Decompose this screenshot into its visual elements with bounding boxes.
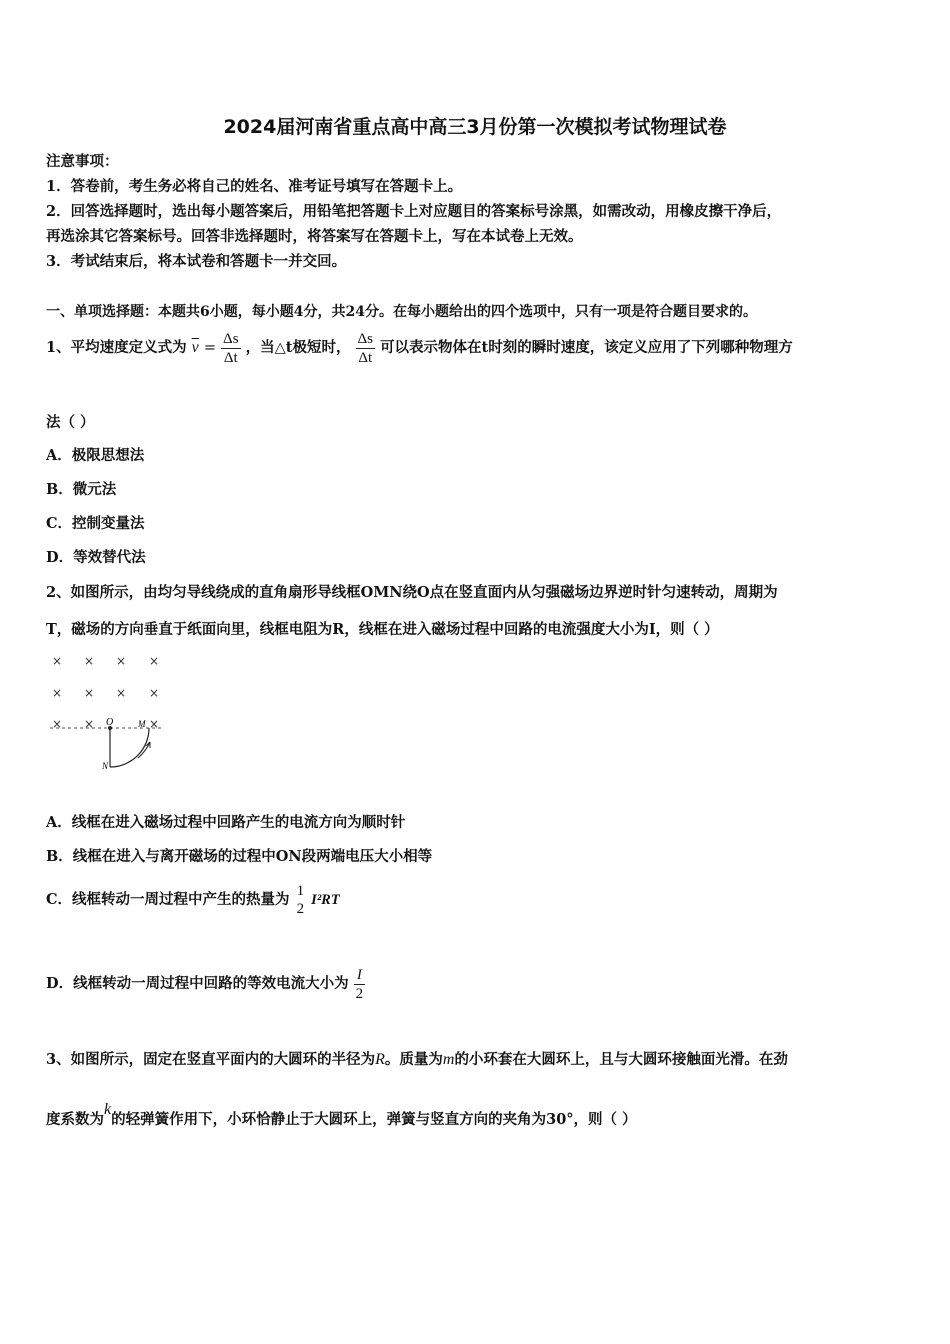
q1-option-d: D．等效替代法 bbox=[46, 549, 146, 566]
field-cross: × bbox=[84, 686, 95, 700]
notice-item-2-cont: 再选涂其它答案标号。回答非选择题时，将答案写在答题卡上，写在本试卷上无效。 bbox=[46, 228, 583, 245]
question-2-line-2: T，磁场的方向垂直于纸面向里，线框电阻为R，线框在进入磁场过程中回路的电流强度大小为I，则（ ） bbox=[46, 621, 719, 638]
magnetic-field-figure bbox=[44, 650, 174, 772]
q1-vbar: $\overline{v}$ bbox=[191, 339, 199, 356]
field-cross: × bbox=[52, 686, 63, 700]
q2-option-a: A．线框在进入磁场过程中回路产生的电流方向为顺时针 bbox=[46, 814, 406, 831]
arc-mn bbox=[110, 728, 149, 767]
question-3-line-2: 度系数为k的轻弹簧作用下，小环恰静止于大圆环上，弹簧与竖直方向的夹角为30°，则（ ） bbox=[46, 1101, 637, 1128]
q2-option-b: B．线框在进入与离开磁场的过程中ON段两端电压大小相等 bbox=[46, 848, 433, 865]
question-1-line-2: 法（ ） bbox=[46, 414, 95, 431]
page-title: 2024届河南省重点高中高三3月份第一次模拟考试物理试卷 bbox=[223, 116, 727, 138]
q2-c-fraction: 1 2 bbox=[296, 883, 305, 917]
field-cross: × bbox=[149, 717, 160, 731]
q2-option-d: D．线框转动一周过程中回路的等效电流大小为 $\frac{I}{2}$ bbox=[46, 966, 364, 1002]
q1-suffix: 可以表示物体在t时刻的瞬时速度，该定义应用了下列哪种物理方 bbox=[380, 339, 793, 356]
field-cross: × bbox=[84, 654, 95, 668]
q2-option-c: C．线框转动一周过程中产生的热量为 1 2 I²RT bbox=[46, 883, 340, 917]
q1-fraction: $\frac{\Delta s}{\Delta t}$ bbox=[223, 330, 239, 366]
field-cross: × bbox=[52, 717, 63, 731]
field-cross: × bbox=[84, 717, 95, 731]
field-cross: × bbox=[52, 654, 63, 668]
field-cross: × bbox=[116, 686, 127, 700]
notice-heading: 注意事项： bbox=[46, 153, 119, 170]
field-cross: × bbox=[149, 686, 160, 700]
question-3-line-1: 3、如图所示，固定在竖直平面内的大圆环的半径为R。质量为m的小环套在大圆环上，且与大圆环接触面光滑。在劲 bbox=[46, 1051, 788, 1068]
notice-item-3: 3．考试结束后，将本试卷和答题卡一并交回。 bbox=[46, 253, 347, 270]
section-heading: 一、单项选择题：本题共6小题，每小题4分，共24分。在每小题给出的四个选项中，只有一项是符合题目要求的。 bbox=[46, 304, 757, 320]
question-1-line-1 bbox=[46, 330, 793, 366]
field-cross: × bbox=[116, 654, 127, 668]
q1-prefix: 1、平均速度定义式为 bbox=[46, 339, 187, 356]
question-2-line-1: 2、如图所示，由均匀导线绕成的直角扇形导线框OMN绕O点在竖直面内从匀强磁场边界逆时针匀速转动，周期为 bbox=[46, 584, 778, 601]
label-n: N bbox=[102, 761, 109, 771]
q1-mid: ，当△t极短时， bbox=[245, 339, 351, 356]
q1-eq: = bbox=[203, 340, 216, 356]
notice-item-2: 2．回答选择题时，选出每小题答案后，用铅笔把答题卡上对应题目的答案标号涂黑，如需改动，用橡皮擦干净后， bbox=[46, 203, 782, 220]
field-cross: × bbox=[149, 654, 160, 668]
notice-item-1: 1．答卷前，考生务必将自己的姓名、准考证号填写在答题卡上。 bbox=[46, 178, 463, 195]
q1-option-c: C．控制变量法 bbox=[46, 515, 145, 532]
q1-fraction-2: $\frac{\Delta s}{\Delta t}$ bbox=[357, 330, 373, 366]
label-m: M bbox=[138, 719, 146, 729]
q1-option-b: B．微元法 bbox=[46, 481, 117, 498]
label-o: O bbox=[106, 717, 114, 728]
q2-d-fraction: $\frac{I}{2}$ bbox=[355, 966, 364, 1002]
q1-option-a: A．极限思想法 bbox=[46, 447, 145, 464]
